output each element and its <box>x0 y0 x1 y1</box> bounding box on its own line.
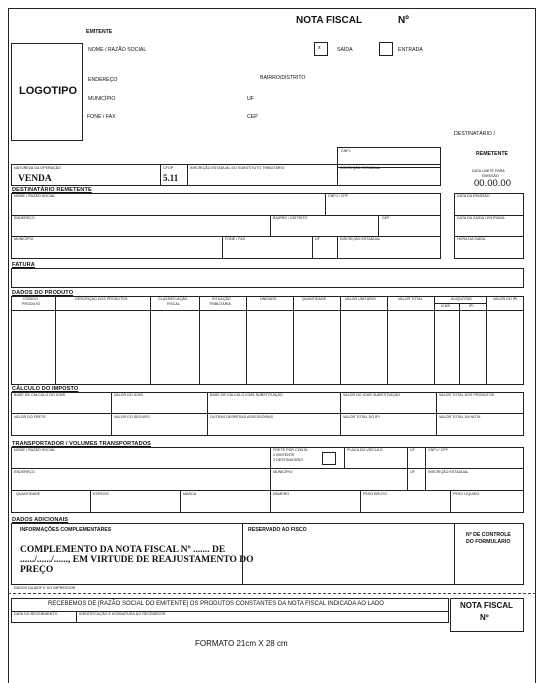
controle-formulario-1: Nº DE CONTROLE <box>466 532 511 538</box>
destinatario-label: DESTINATÁRIO / <box>454 131 495 137</box>
dest-municipio-label: MUNICÍPIO <box>14 237 34 241</box>
endereco-label: ENDEREÇO <box>88 77 118 83</box>
remetente-label: REMETENTE <box>476 151 508 157</box>
cnpj-emitente-label: CNPJ <box>341 149 351 153</box>
ie-substituto-label: INSCRIÇÃO ESTADUAL DO SUBSTITUTO TRIBUTÁRIO <box>190 166 285 170</box>
dados-aidf-label: DADOS DA AIDF E DO IMPRESSOR <box>14 586 76 590</box>
info-complementares-label: INFORMAÇÕES COMPLEMENTARES <box>20 527 112 533</box>
hora-saida-label: HORA DA SAÍDA <box>457 237 486 241</box>
controle-formulario-2: DO FORMULÁRIO <box>466 539 511 545</box>
nota-fiscal-title: NOTA FISCAL <box>296 15 363 26</box>
entrada-label: ENTRADA <box>398 47 423 53</box>
col-quantidade: QUANTIDADE <box>302 297 327 301</box>
data-recebimento-label: DATA DO RECEBIMENTO <box>14 612 58 616</box>
col-valor-total: VALOR TOTAL <box>398 297 423 301</box>
data-limite-label: DATA LIMITE PARA <box>472 169 505 173</box>
fatura-section-title: FATURA <box>12 262 35 268</box>
transportador-section-title: TRANSPORTADOR / VOLUMES TRANSPORTADOS <box>12 441 151 447</box>
col-situacao-1: SITUAÇÃO <box>212 297 231 301</box>
dest-bairro-label: BAIRRO / DISTRITO <box>273 216 308 220</box>
valor-icms-subst-label: VALOR DO ICMS SUBSTITUIÇÃO <box>343 393 401 397</box>
cep-label: CEP <box>247 114 258 120</box>
data-saida-label: DATA DA SAÍDA / ENTRADA <box>457 216 505 220</box>
col-valor-ipi: VALOR DO IPI <box>493 297 518 301</box>
entrada-checkbox[interactable] <box>379 42 393 56</box>
saida-checkbox[interactable] <box>314 42 328 56</box>
valor-total-nota-label: VALOR TOTAL DA NOTA <box>439 415 481 419</box>
col-classificacao-2: FISCAL <box>167 302 180 306</box>
frete-checkbox[interactable] <box>322 452 336 465</box>
ie-label: INSCRIÇÃO ESTADUAL <box>340 166 381 170</box>
transp-uf-label: UF <box>410 448 415 452</box>
base-subst-label: BASE DE CÁLCULO ICMS SUBSTITUIÇÃO <box>210 393 283 397</box>
col-descricao: DESCRIÇÃO DOS PRODUTOS <box>75 297 128 301</box>
dest-cep-label: CEP <box>382 216 390 220</box>
cfop-label: CFOP <box>163 166 174 170</box>
dest-fone-label: FONE / FAX <box>225 237 246 241</box>
produto-section-title: DADOS DO PRODUTO <box>12 290 74 296</box>
imposto-box <box>11 392 524 436</box>
col-codigo-1: CÓDIGO <box>23 297 38 301</box>
data-emissao-label: DATA DA EMISSÃO <box>457 194 490 198</box>
complemento-line-1: COMPLEMENTO DA NOTA FISCAL Nº ....... DE <box>20 545 226 555</box>
transportador-box <box>11 447 524 513</box>
complemento-line-2: ....../....../......, EM VIRTUDE DE REAJUSTAMENTO DO <box>20 555 254 565</box>
frete-label-3: 2 DESTINATÁRIO <box>273 458 303 462</box>
logo-box <box>11 43 83 141</box>
canhoto-numero: Nº <box>480 613 489 622</box>
destinatario-box <box>11 193 441 259</box>
dest-cnpj-label: CNPJ / CPF <box>328 194 349 198</box>
nota-fiscal-number: Nº <box>398 15 409 26</box>
valor-total-produtos-label: VALOR TOTAL DOS PRODUTOS <box>439 393 495 397</box>
municipio-label: MUNICÍPIO <box>88 96 116 102</box>
saida-check-mark: x <box>318 45 321 51</box>
col-unidade: UNIDADE <box>260 297 277 301</box>
fone-label: FONE / FAX <box>87 114 116 120</box>
col-classificacao-1: CLASSIFICAÇÃO <box>158 297 188 301</box>
col-situacao-2: TRIBUTÁRIA <box>209 302 231 306</box>
natureza-label: NATUREZA DA OPERAÇÃO <box>14 166 62 170</box>
peso-bruto-label: PESO BRUTO <box>363 492 387 496</box>
recebemos-text: RECEBEMOS DE [RAZÃO SOCIAL DO EMITENTE] OS PRODUTOS CONSTANTES DA NOTA FISCAL INDICADA AO LADO <box>48 601 384 607</box>
canhoto-nota-fiscal: NOTA FISCAL <box>460 601 513 610</box>
col-ipi: IPI <box>469 304 474 308</box>
saida-label: SAÍDA <box>337 47 353 53</box>
peso-liquido-label: PESO LÍQUIDO <box>453 492 480 496</box>
bairro-label: BAIRRO/DISTRITO <box>260 75 306 81</box>
col-icms: ICMS <box>441 304 451 308</box>
logo-text: LOGOTIPO <box>19 85 78 97</box>
valor-frete-label: VALOR DO FRETE <box>14 415 46 419</box>
cfop-value: 5.11 <box>163 173 179 183</box>
destinatario-section-title: DESTINATÁRIO REMETENTE <box>12 187 92 193</box>
transp-nome-label: NOME / RAZÃO SOCIAL <box>14 448 56 452</box>
dest-ie-label: INSCRIÇÃO ESTADUAL <box>340 237 381 241</box>
data-limite-value: 00.00.00 <box>474 178 511 189</box>
quantidade-label: QUANTIDADE <box>16 492 41 496</box>
adicionais-section-title: DADOS ADICIONAIS <box>12 517 69 523</box>
outras-despesas-label: OUTRAS DESPESAS ASSESSÓRIAS <box>210 415 274 419</box>
cut-line <box>8 593 536 594</box>
dest-uf-label: UF <box>315 237 320 241</box>
emissao-label: EMISSÃO <box>482 174 499 178</box>
emitente-label: EMITENTE <box>86 29 113 35</box>
natureza-value: VENDA <box>18 174 52 184</box>
col-codigo-2: PRODUTO <box>22 302 41 306</box>
frete-label-2: 1 EMITENTE <box>273 453 295 457</box>
valor-seguro-label: VALOR DO SEGURO <box>114 415 150 419</box>
especie-label: ESPÉCIE <box>93 492 109 496</box>
frete-label-1: FRETE POR CONTA <box>273 448 308 452</box>
numero-label: NÚMERO <box>273 492 290 496</box>
dest-endereco-label: ENDEREÇO <box>14 216 35 220</box>
valor-icms-label: VALOR DO ICMS <box>114 393 143 397</box>
valor-total-ipi-label: VALOR TOTAL DO IPI <box>343 415 380 419</box>
nome-razao-label: NOME / RAZÃO SOCIAL <box>88 47 147 53</box>
formato-text: FORMATO 21cm X 28 cm <box>195 639 288 648</box>
base-icms-label: BASE DE CÁLCULO DO ICMS <box>14 393 66 397</box>
transp-uf2-label: UF <box>410 470 415 474</box>
imposto-section-title: CÁLCULO DO IMPOSTO <box>12 386 79 392</box>
datas-box <box>454 193 524 259</box>
col-aliquotas: ALÍQUOTAS <box>451 297 472 301</box>
reservado-fisco-label: RESERVADO AO FISCO <box>248 527 307 533</box>
transp-ie-label: INSCRIÇÃO ESTADUAL <box>428 470 469 474</box>
marca-label: MARCA <box>183 492 197 496</box>
transp-endereco-label: ENDEREÇO <box>14 470 35 474</box>
identificacao-label: IDENTIFICAÇÃO E ASSINATURA DO RECEBEDOR <box>79 612 166 616</box>
dest-nome-label: NOME / RAZÃO SOCIAL <box>14 194 56 198</box>
transp-municipio-label: MUNICÍPIO <box>273 470 293 474</box>
transp-cnpj-label: CNPJ / CPF <box>428 448 449 452</box>
fatura-box <box>11 268 524 288</box>
uf-label: UF <box>247 96 254 102</box>
complemento-line-3: PREÇO <box>20 565 54 575</box>
col-valor-unitario: VALOR UNITÁRIO <box>345 297 376 301</box>
placa-label: PLACA DO VEÍCULO <box>347 448 383 452</box>
